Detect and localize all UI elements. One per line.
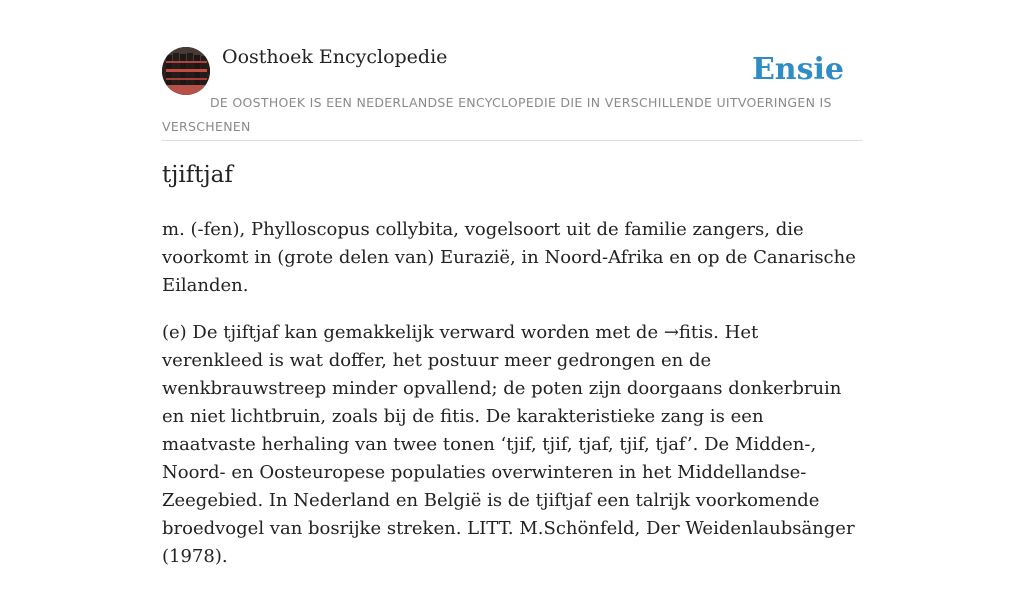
- encyclopedia-books-icon[interactable]: [162, 47, 210, 95]
- article-body: [162, 216, 862, 590]
- header: [162, 0, 862, 141]
- site-tagline: DE OOSTHOEK IS EEN NEDERLANDSE ENCYCLOPEDIE DIE IN VERSCHILLENDE UITVOERINGEN IS VERSCHENEN: [162, 95, 832, 134]
- fitis-crossref-link[interactable]: →fitis: [663, 322, 714, 343]
- paragraph-2-text-after: . Het verenkleed is wat doffer, het postuur meer gedrongen en de wenkbrauwstreep minder opvallend; de poten zijn doorgaans donkerbruin en niet lichtbruin, zoals bij de fitis. De karakteristieke zang is een maatvaste herhaling van twee tonen ‘tjif, tjif, tjaf, tjif, tjaf’. De Midden-, Noord- en Oosteuropese populaties overwinteren in het Middellandse-Zeegebied. In Nederland en België is de tjiftjaf een talrijk voorkomende broedvogel van bosrijke streken. LITT. M.Schönfeld, Der Weidenlaubsänger (1978).: [162, 322, 855, 567]
- page: [162, 0, 862, 567]
- article-title: tjiftjaf: [162, 162, 233, 188]
- article-paragraph-2: [162, 319, 862, 571]
- article-paragraph-1: m. (-fen), Phylloscopus collybita, vogelsoort uit de familie zangers, die voorkomt in (grote delen van) Eurazië, in Noord-Afrika en op de Canarische Eilanden.: [162, 219, 856, 296]
- paragraph-2-text-before: (e) De tjiftjaf kan gemakkelijk verward worden met de: [162, 322, 664, 343]
- ensie-logo-link[interactable]: Ensie: [751, 52, 844, 87]
- site-name-link[interactable]: Oosthoek Encyclopedie: [222, 46, 448, 68]
